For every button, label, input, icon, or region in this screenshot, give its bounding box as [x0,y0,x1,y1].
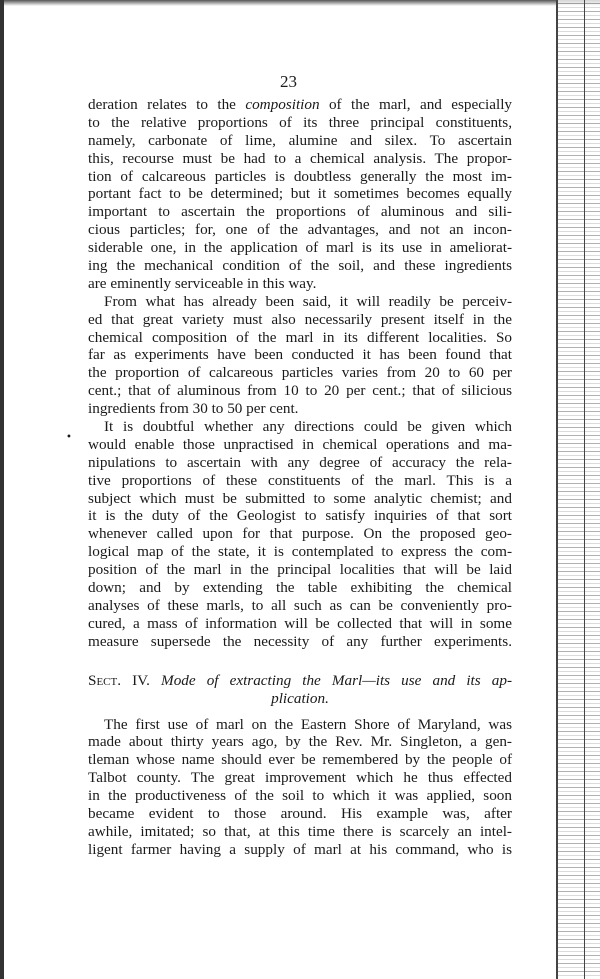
text-line: this, recourse must be had to a chemical analysis. The propor- [88,149,512,167]
binding-line [556,0,558,979]
text-line: whenever called upon for that purpose. On the proposed geo- [88,525,512,543]
text-line: analyses of these marls, to all such as can be conveniently pro- [88,596,512,614]
text-line: made about thirty years ago, by the Rev. Mr. Singleton, a gen- [88,733,512,751]
text-line: tion of calcareous particles is doubtless generally the most im- [88,167,512,185]
section-label: Sect. IV. [88,671,150,689]
text-line: in the productiveness of the soil to which it was applied, soon [88,787,512,805]
page-number: 23 [280,72,297,91]
text-line: far as experiments have been conducted it has been found that [88,346,512,364]
text-line: the proportion of calcareous particles varies from 20 to 60 per [88,364,512,382]
text-line: ing the mechanical condition of the soil, and these ingredients [88,257,512,275]
text-line: important to ascertain the proportions of aluminous and sili- [88,203,512,221]
text-line: nipulations to ascertain with any degree of accuracy the rela- [88,453,512,471]
text-line: tleman whose name should ever be remembered by the people of [88,751,512,769]
text-line: to the relative proportions of its three principal constituents, [88,113,512,131]
text-line: logical map of the state, it is contemplated to express the com- [88,543,512,561]
section-title-cont: plication. [271,689,329,707]
text-line: tive proportions of these constituents of the marl. This is a [88,471,512,489]
text-line: From what has already been said, it will readily be perceiv- [104,292,512,310]
text-line: subject which must be submitted to some analytic chemist; and [88,489,512,507]
text-line: became evident to those around. His example was, after [88,804,512,822]
text-line: would enable those unpractised in chemical operations and ma- [88,435,512,453]
text-line: portant fact to be determined; but it sometimes becomes equally [88,185,512,203]
section-title: Mode of extracting the Marl—its use and its ap- [161,671,513,689]
page-body [88,96,512,859]
text-line: ligent farmer having a supply of marl at his command, who is [88,840,512,858]
text-line: ingredients from 30 to 50 per cent. [88,400,299,418]
section-heading [88,672,512,690]
text-line: The first use of marl on the Eastern Shore of Maryland, was [104,715,512,733]
text-line: namely, carbonate of lime, alumine and silex. To ascertain [88,131,512,149]
text-line: cent.; that of aluminous from 10 to 20 per cent.; that of silicious [88,382,512,400]
text-line: siderable one, in the application of marl is its use in ameliorat- [88,239,512,257]
text-line: are eminently serviceable in this way. [88,274,317,292]
text-line: cured, a mass of information will be collected that will in some [88,614,512,632]
text-line: awhile, imitated; so that, at this time there is scarcely an intel- [88,822,512,840]
text-line: deration relates to the composition of the marl, and especially [88,96,513,113]
scan-left-edge [0,0,4,979]
margin-mark: • [66,432,72,443]
text-line: cious particles; for, one of the advantages, and not an incon- [88,221,512,239]
text-line: Talbot county. The great improvement which he thus effected [88,769,512,787]
text-line: down; and by extending the table exhibiting the chemical [88,579,512,597]
text-line: ed that great variety must also necessarily present itself in the [88,310,512,328]
binding-line [584,0,585,979]
text-line: position of the marl in the principal localities that will be laid [88,561,512,579]
text-line: It is doubtful whether any directions could be given which [104,418,512,436]
scan-top-edge [0,0,600,6]
text-line: chemical composition of the marl in its different localities. So [88,328,512,346]
text-line: measure supersede the necessity of any further experiments. [88,632,512,650]
scan-binding-edge [556,0,600,979]
text-line: it is the duty of the Geologist to satisfy inquiries of that sort [88,507,512,525]
